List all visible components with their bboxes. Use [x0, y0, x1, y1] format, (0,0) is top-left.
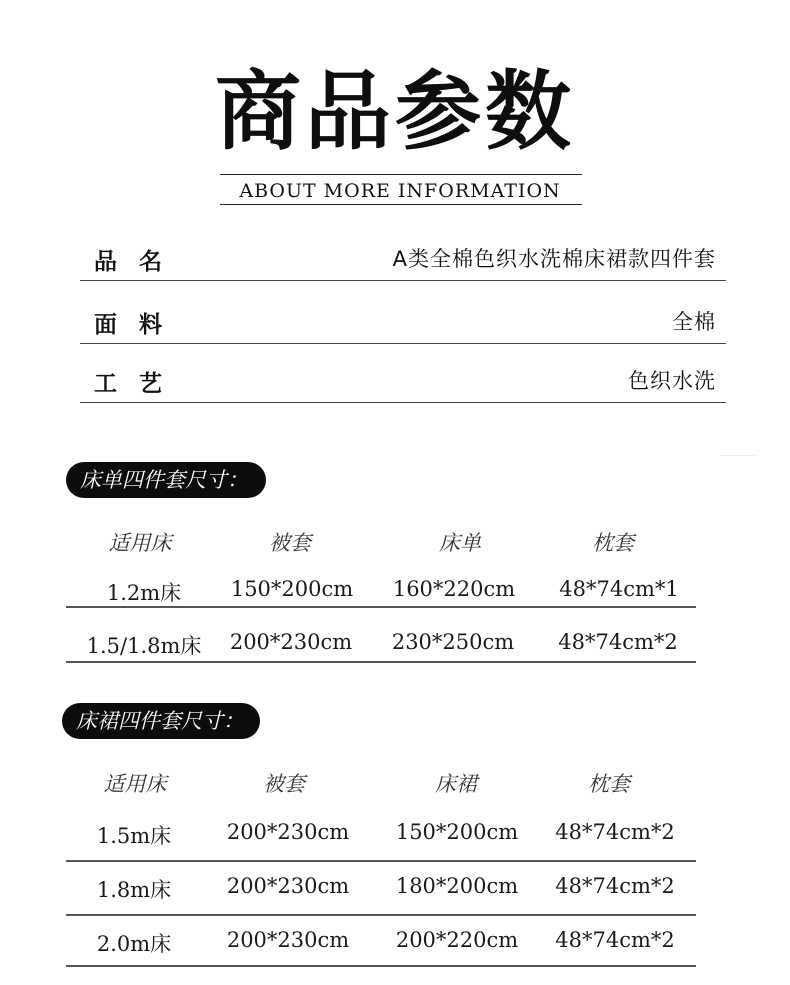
table-cell: 160*220cm	[392, 577, 516, 601]
param-value: 全棉	[672, 310, 716, 334]
decorative-line	[720, 455, 758, 456]
param-label: 工艺	[94, 371, 184, 397]
header-cell: 枕套	[588, 772, 630, 796]
table-cell: 48*74cm*2	[555, 874, 675, 898]
header-cell: 被套	[269, 531, 311, 555]
row-divider	[66, 860, 696, 862]
table-cell: 1.5m床	[96, 824, 172, 848]
row-divider	[66, 965, 696, 967]
table-cell: 200*220cm	[395, 928, 519, 952]
table-cell: 1.5/1.8m床	[86, 634, 202, 658]
param-row-name	[80, 240, 726, 281]
param-label: 面料	[94, 312, 184, 338]
table-cell: 200*230cm	[229, 630, 353, 654]
row-divider	[66, 914, 696, 916]
header-cell: 床裙	[435, 772, 477, 796]
header-cell: 被套	[263, 772, 305, 796]
title-rule-bottom	[220, 204, 582, 205]
param-label: 品名	[94, 249, 184, 275]
param-value: A类全棉色织水洗棉床裙款四件套	[392, 247, 716, 271]
header-cell: 适用床	[103, 772, 167, 796]
table-cell: 180*200cm	[395, 874, 519, 898]
table-cell: 48*74cm*2	[555, 820, 675, 844]
table-cell: 150*200cm	[230, 577, 354, 601]
row-divider	[66, 661, 696, 663]
table-cell: 200*230cm	[226, 874, 350, 898]
title-rule-top	[220, 174, 582, 175]
table-row	[0, 577, 790, 617]
table-cell: 48*74cm*2	[558, 630, 678, 654]
table-row	[0, 928, 790, 968]
param-row-fabric	[80, 303, 726, 344]
page-title: 商品参数	[215, 61, 575, 162]
header-cell: 适用床	[108, 531, 172, 555]
header-cell: 枕套	[592, 531, 634, 555]
table-cell: 2.0m床	[96, 932, 172, 956]
table-header	[0, 768, 790, 798]
table-cell: 48*74cm*1	[559, 577, 679, 601]
table-cell: 48*74cm*2	[555, 928, 675, 952]
header-cell: 床单	[439, 531, 481, 555]
table-header	[0, 527, 790, 557]
param-value: 色织水洗	[628, 369, 716, 393]
section-title-bedskirt-set: 床裙四件套尺寸：	[62, 703, 260, 739]
table-row	[0, 820, 790, 860]
param-row-process	[80, 362, 726, 403]
table-row	[0, 630, 790, 670]
table-cell: 200*230cm	[226, 928, 350, 952]
row-divider	[66, 606, 696, 608]
page-subtitle: ABOUT MORE INFORMATION	[239, 180, 561, 202]
table-cell: 1.8m床	[96, 878, 172, 902]
table-cell: 150*200cm	[395, 820, 519, 844]
section-title-sheet-set: 床单四件套尺寸：	[66, 462, 266, 498]
table-cell: 230*250cm	[391, 630, 515, 654]
table-cell: 1.2m床	[106, 581, 182, 605]
table-row	[0, 874, 790, 914]
table-cell: 200*230cm	[226, 820, 350, 844]
